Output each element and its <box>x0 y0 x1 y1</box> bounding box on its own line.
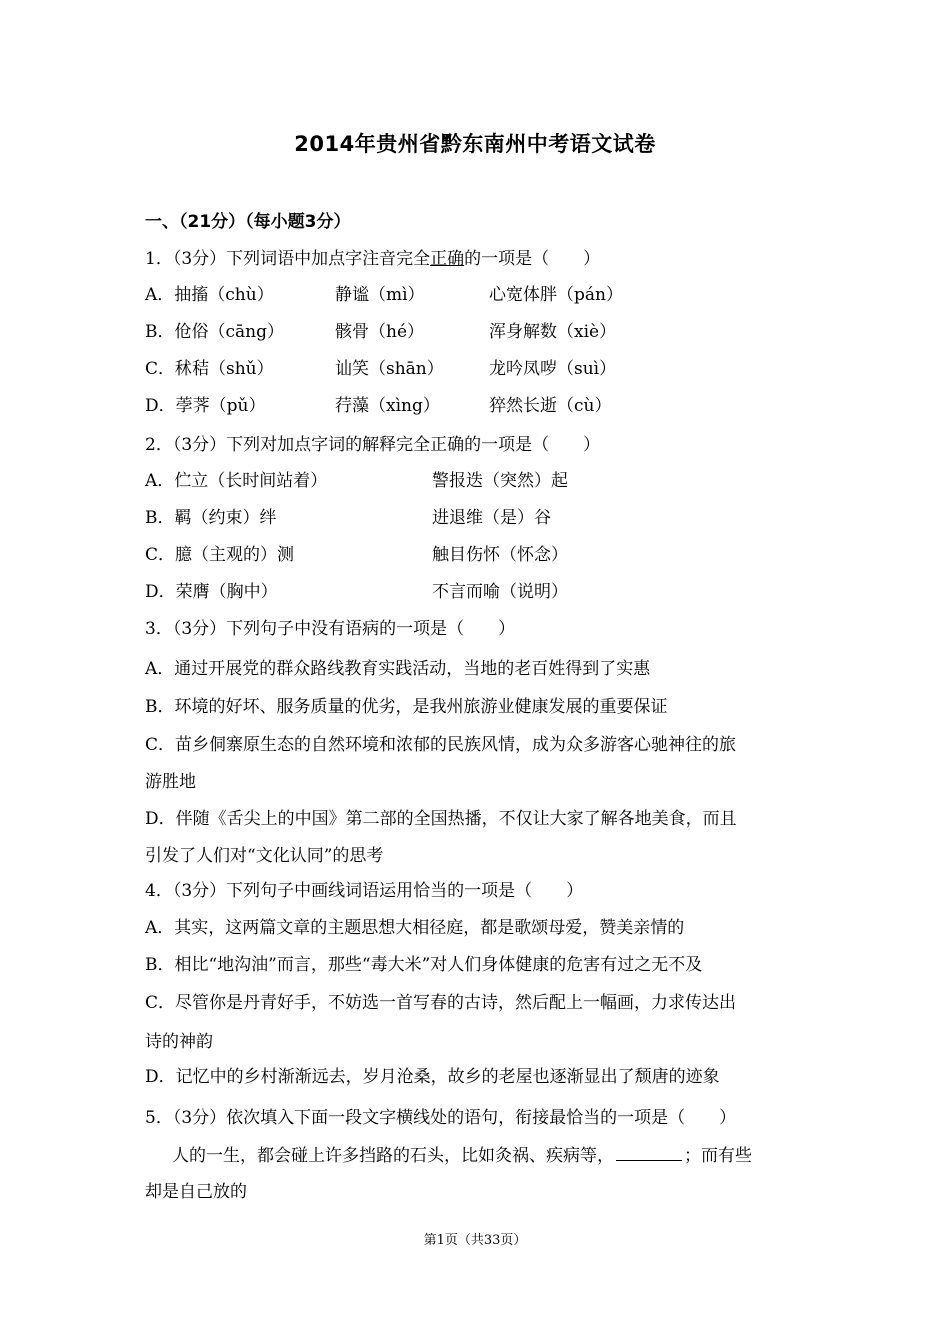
q3-option-b: B．环境的好坏、服务质量的优劣，是我州旅游业健康发展的重要保证 <box>145 697 668 717</box>
q5-passage-pre: 人的一生，都会碰上许多挡路的石头，比如灸祸、疾病等， <box>172 1146 614 1166</box>
question-3-stem: 3．（3分）下列句子中没有语病的一项是（ ） <box>145 619 516 639</box>
q3-option-c-line1: C．苗乡侗寨原生态的自然环境和浓郁的民族风情，成为众多游客心驰神往的旅 <box>145 735 737 755</box>
q5-passage-line2: 却是自己放的 <box>145 1182 247 1202</box>
q4-option-c-line1: C．尽管你是丹青好手，不妨选一首写春的古诗，然后配上一幅画，力求传达出 <box>145 993 737 1013</box>
q1-option-d-2: 荇藻（xìng） <box>335 396 440 416</box>
q3-option-d-line1: D．伴随《舌尖上的中国》第二部的全国热播，不仅让大家了解各地美食，而且 <box>145 809 737 829</box>
q4-option-c-line2: 诗的神韵 <box>145 1032 213 1052</box>
question-1-stem-post: 的一项是（ ） <box>464 249 601 269</box>
q1-option-c-3: 龙吟凤哕（suì） <box>489 359 617 379</box>
q4-option-d: D．记忆中的乡村渐渐远去，岁月沧桑，故乡的老屋也逐渐显出了颓唐的迹象 <box>145 1067 720 1087</box>
q1-option-c-2: 讪笑（shān） <box>335 359 444 379</box>
q2-option-c-1: C．臆（主观的）测 <box>145 545 295 565</box>
q1-option-a-3: 心宽体胖（pán） <box>489 285 623 305</box>
question-1-stem-pre: 1．（3分）下列词语中加点字注音完全 <box>145 249 431 269</box>
q4-option-b: B．相比“地沟油”而言，那些“毒大米”对人们身体健康的危害有过之无不及 <box>145 955 703 975</box>
question-1-stem <box>145 248 600 270</box>
q2-option-d-2: 不言而喻（说明） <box>432 582 568 602</box>
q1-option-a-1: A．抽搐（chù） <box>145 285 274 305</box>
q5-passage-line1 <box>172 1144 752 1167</box>
fill-in-blank <box>616 1144 682 1161</box>
q1-option-b-3: 浑身解数（xiè） <box>489 322 617 342</box>
q2-option-b-2: 进退维（是）谷 <box>432 508 551 528</box>
question-2-stem: 2．（3分）下列对加点字词的解释完全正确的一项是（ ） <box>145 435 601 455</box>
q2-option-a-1: A．伫立（长时间站着） <box>145 471 328 491</box>
question-1-stem-underline: 正确 <box>430 249 465 269</box>
q1-option-b-2: 骸骨（hé） <box>335 322 425 342</box>
q1-option-d-1: D．荸荠（pǔ） <box>145 396 266 416</box>
q5-passage-post: ；而有些 <box>684 1146 752 1166</box>
question-4-stem: 4．（3分）下列句子中画线词语运用恰当的一项是（ ） <box>145 881 584 901</box>
q1-option-a-2: 静谧（mì） <box>335 285 425 305</box>
q3-option-c-line2: 游胜地 <box>145 772 196 792</box>
q3-option-a: A．通过开展党的群众路线教育实践活动，当地的老百姓得到了实惠 <box>145 659 651 679</box>
q2-option-b-1: B．羁（约束）绊 <box>145 508 277 528</box>
page-footer: 第1页（共33页） <box>423 1233 527 1248</box>
question-5-stem: 5．（3分）依次填入下面一段文字横线处的语句，衔接最恰当的一项是（ ） <box>145 1108 737 1128</box>
q1-option-d-3: 猝然长逝（cù） <box>489 396 612 416</box>
q1-option-b-1: B．伧俗（cāng） <box>145 322 284 342</box>
q3-option-d-line2: 引发了人们对“文化认同”的思考 <box>145 846 384 866</box>
page-title: 2014年贵州省黔东南州中考语文试卷 <box>294 132 656 156</box>
q2-option-c-2: 触目伤怀（怀念） <box>432 545 568 565</box>
q2-option-d-1: D．荣膺（胸中） <box>145 582 278 602</box>
q2-option-a-2: 警报迭（突然）起 <box>432 471 568 491</box>
q1-option-c-1: C．秫秸（shǔ） <box>145 359 274 379</box>
section-heading: 一、（21分）（每小题3分） <box>145 212 351 232</box>
q4-option-a: A．其实，这两篇文章的主题思想大相径庭，都是歌颂母爱，赞美亲情的 <box>145 918 685 938</box>
